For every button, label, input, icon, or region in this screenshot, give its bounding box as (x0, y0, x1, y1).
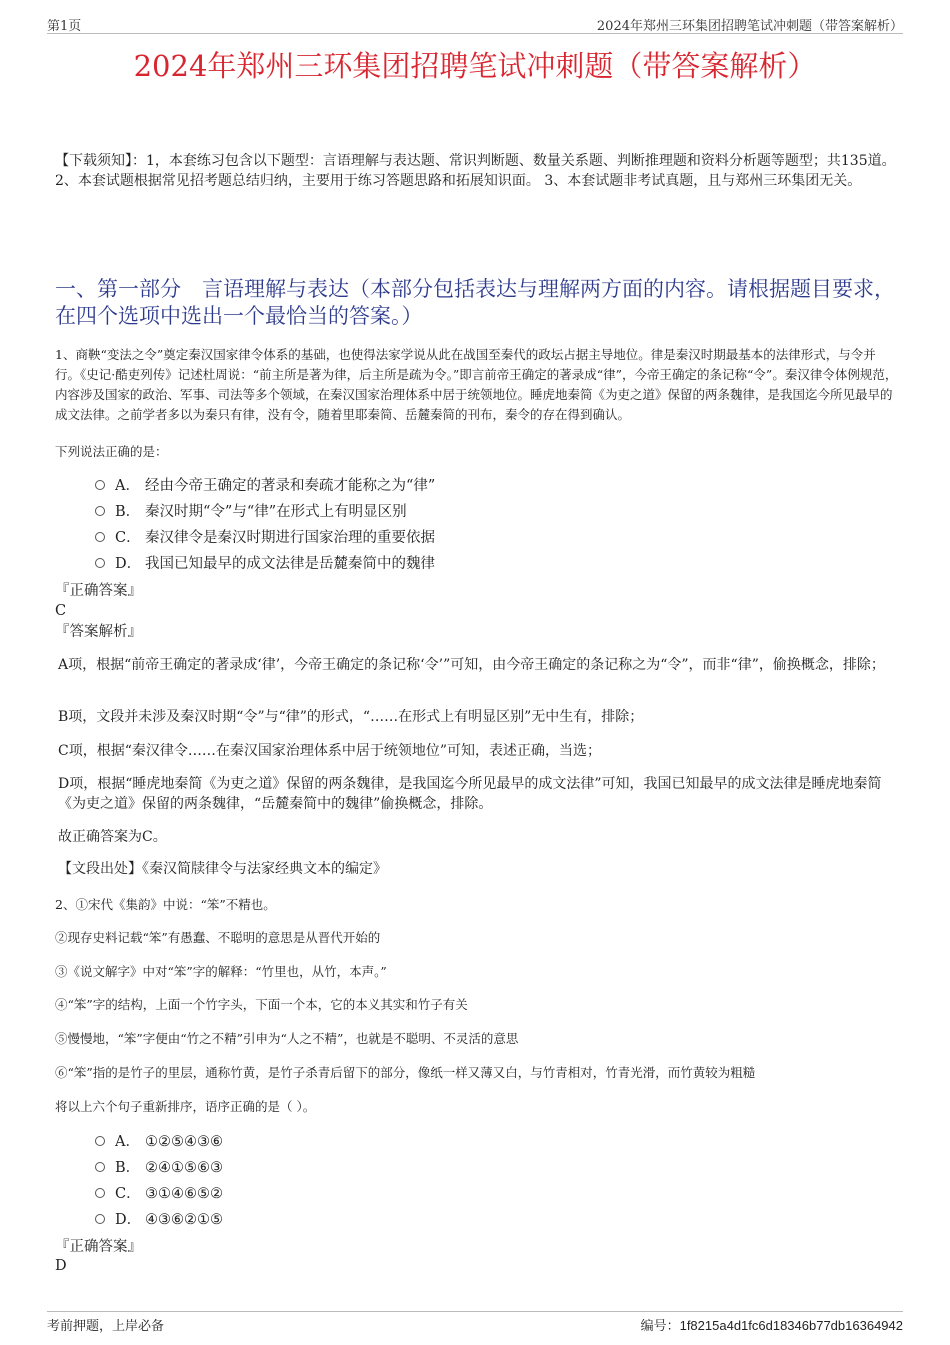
q1-analysis-label: 『答案解析』 (55, 624, 142, 640)
q2-sentence-4: ④“笨”字的结构，上面一个竹字头，下面一个本，它的本义其实和竹子有关 (55, 997, 468, 1012)
radio-icon[interactable] (95, 1188, 105, 1198)
download-notice: 【下载须知】：1，本套练习包含以下题型：言语理解与表达题、常识判断题、数量关系题、判断推理题和资料分析题等题型；共135道。 2、本套试题根据常见招考题总结归纳，主要用于练习答题思路和拓展知识面。 3、本套试题非考试真题，且与郑州三环集团无关。 (55, 153, 896, 189)
q2-sentence-5: ⑤慢慢地，“笨”字便由“竹之不精”引申为“人之不精”，也就是不聪明、不灵活的意思 (55, 1031, 519, 1046)
radio-icon[interactable] (95, 532, 105, 542)
q2-option-a[interactable]: A． ①②⑤④③⑥ (95, 1129, 223, 1155)
footer-code-label: 编号： (640, 1319, 680, 1334)
radio-icon[interactable] (95, 1214, 105, 1224)
radio-icon[interactable] (95, 1162, 105, 1172)
q1-analysis-b: B项，文段并未涉及秦汉时期“令”与“律”的形式，“……在形式上有明显区别”无中生有，排除； (58, 709, 644, 725)
q1-option-d[interactable]: D． 我国已知最早的成文法律是岳麓秦简中的魏律 (95, 551, 435, 577)
q1-analysis-a: A项，根据“前帝王确定的著录成‘律’，今帝王确定的条记称‘令’”可知，由今帝王确定的条记称之为“令”，而非“律”，偷换概念，排除； (58, 657, 885, 673)
page-footer (47, 1311, 903, 1332)
q2-options (95, 1129, 223, 1233)
q1-option-c[interactable]: C． 秦汉律令是秦汉时期进行国家治理的重要依据 (95, 525, 435, 551)
q2-sentence-2: ②现存史料记载“笨”有愚蠢、不聪明的意思是从晋代开始的 (55, 930, 381, 945)
header-doc-title: 2024年郑州三环集团招聘笔试冲刺题（带答案解析） (596, 19, 903, 34)
page-header (47, 14, 903, 34)
q1-option-b[interactable]: B． 秦汉时期“令”与“律”在形式上有明显区别 (95, 499, 435, 525)
document-title: 2024年郑州三环集团招聘笔试冲刺题（带答案解析） (133, 49, 817, 83)
q1-analysis-c: C项，根据“秦汉律令……在秦汉国家治理体系中居于统领地位”可知，表述正确，当选； (58, 743, 602, 759)
q1-prompt: 下列说法正确的是： (55, 444, 168, 459)
page-number: 第1页 (47, 19, 82, 34)
q1-source: 【文段出处】《秦汉简牍律令与法家经典文本的编定》 (58, 861, 387, 877)
q2-prompt: 将以上六个句子重新排序，语序正确的是（ ）。 (55, 1099, 316, 1114)
q1-answer: C (55, 603, 67, 619)
q2-option-d[interactable]: D． ④③⑥②①⑤ (95, 1207, 223, 1233)
footer-code (641, 1315, 903, 1334)
q1-options (95, 473, 435, 577)
q2-answer: D (55, 1258, 67, 1274)
q2-sentence-3: ③《说文解字》中对“笨”字的解释：“竹里也，从竹，本声。” (55, 964, 387, 979)
q2-option-b[interactable]: B． ②④①⑤⑥③ (95, 1155, 223, 1181)
q1-conclusion: 故正确答案为C。 (58, 829, 167, 845)
q1-answer-label: 『正确答案』 (55, 583, 142, 599)
q1-stem: 1、商鞅“变法之令”奠定秦汉国家律令体系的基础，也使得法家学说从此在战国至秦代的政坛占据主导地位。律是秦汉时期最基本的法律形式，与令并行。《史记·酷吏列传》记述杜周说：“前主所是著为律，后主所是疏为令。”即言前帝王确定的著录成“律”，今帝王确定的条记称“令”。秦汉律令体例规范，内容涉及国家的政治、军事、司法等多个领域，在秦汉国家治理体系中居于统领地位。睡虎地秦简《为吏之道》保留的两条魏律，是我国迄今所见最早的成文法律。之前学者多以为秦只有律，没有令，随着里耶秦简、岳麓秦简的刊布，秦令的存在得到确认。 (55, 347, 898, 422)
q1-option-a[interactable]: A． 经由今帝王确定的著录和奏疏才能称之为“律” (95, 473, 435, 499)
radio-icon[interactable] (95, 506, 105, 516)
q2-sentence-1: 2、①宋代《集韵》中说：“笨”不精也。 (55, 897, 276, 912)
q2-sentence-6: ⑥“笨”指的是竹子的里层，通称竹黄，是竹子杀青后留下的部分，像纸一样又薄又白，与竹青相对，竹青光滑，而竹黄较为粗糙 (55, 1065, 756, 1080)
radio-icon[interactable] (95, 480, 105, 490)
q2-option-c[interactable]: C． ③①④⑥⑤② (95, 1181, 223, 1207)
footer-code-value: 1f8215a4d1fc6d18346b77db16364942 (679, 1318, 903, 1333)
footer-slogan: 考前押题，上岸必备 (47, 1319, 165, 1334)
q1-analysis-d: D项，根据“睡虎地秦简《为吏之道》保留的两条魏律，是我国迄今所见最早的成文法律”可知，我国已知最早的成文法律是睡虎地秦简《为吏之道》保留的两条魏律，“岳麓秦简中的魏律”偷换概念，排除。 (58, 776, 882, 812)
section-heading: 一、第一部分 言语理解与表达（本部分包括表达与理解两方面的内容。请根据题目要求，在四个选项中选出一个最恰当的答案。） (55, 277, 895, 328)
radio-icon[interactable] (95, 1136, 105, 1146)
q2-answer-label: 『正确答案』 (55, 1239, 142, 1255)
radio-icon[interactable] (95, 558, 105, 568)
